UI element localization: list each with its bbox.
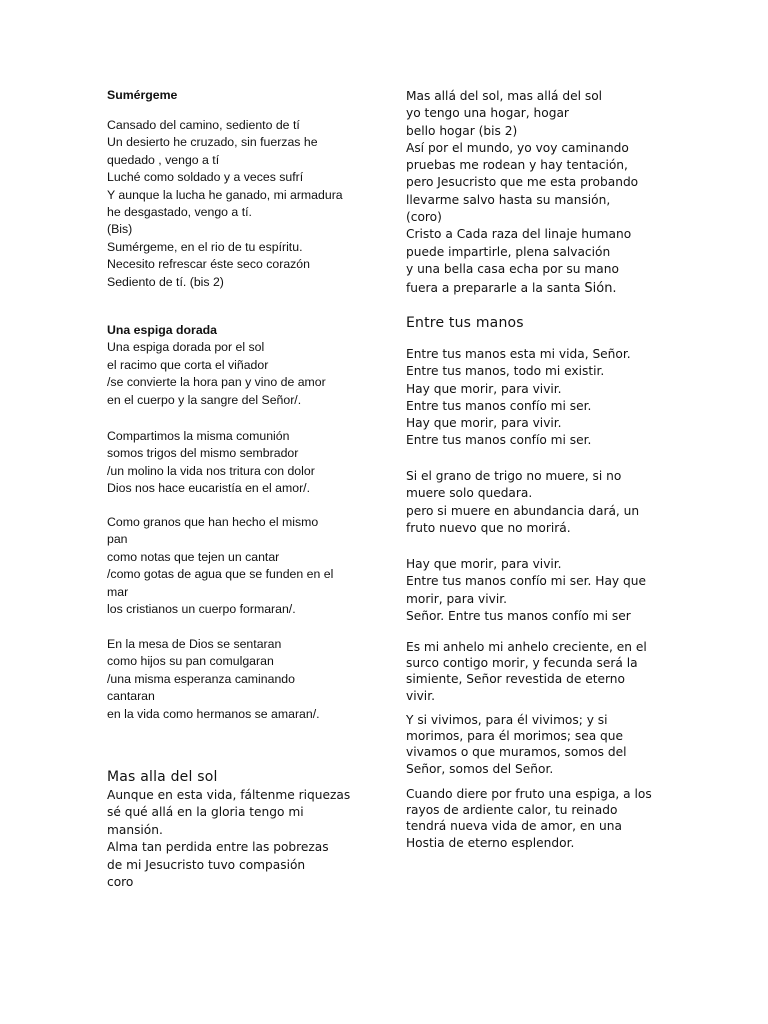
lyric-line: los cristianos un cuerpo formaran/. [107,601,296,616]
lyric-line: pero Jesucristo que me esta probando [406,175,639,190]
song-entre-tus-manos [406,312,668,334]
song-sumergeme-lyrics [107,117,369,291]
lyric-line: en la vida como hermanos se amaran/. [107,706,320,721]
stanza [406,346,668,450]
lyric-line: llevarme salvo hasta su mansión, [406,192,611,207]
lyric-line: pero si muere en abundancia dará, un [406,503,640,518]
stanza [406,556,668,625]
lyric-text: fuera a prepararle a la santa [406,281,585,296]
lyric-line: Cuando diere por fruto una espiga, a los [406,787,652,801]
lyric-line: Dios nos hace eucaristía en el amor/. [107,481,311,496]
lyric-line: Entre tus manos esta mi vida, Señor. [406,347,631,361]
song-mas-alla-lyrics [107,787,369,891]
lyric-line: morimos, para él morimos; sea que [406,729,624,744]
lyric-line: Entre tus manos confío mi ser. [406,398,592,413]
lyric-line: pan [107,532,128,547]
stanza [107,428,369,498]
lyric-line: Luché como soldado y a veces sufrí [107,170,304,185]
lyric-line: Aunque en esta vida, fáltenme riquezas [107,788,351,802]
lyric-line: (coro) [406,210,442,225]
lyric-line: Alma tan perdida entre las pobrezas [107,840,329,855]
lyric-line: Necesito refrescar éste seco corazón [107,257,310,272]
lyric-line: Un desierto he cruzado, sin fuerzas he [107,135,318,150]
lyric-line: fruto nuevo que no morirá. [406,520,571,535]
lyric-line: puede impartirle, plena salvación [406,244,611,259]
lyric-line: yo tengo una hogar, hogar [406,106,569,121]
lyric-line: Compartimos la misma comunión [107,429,290,443]
lyric-line: Señor, somos del Señor. [406,761,554,776]
lyric-line: Como granos que han hecho el mismo [107,515,319,529]
lyric-line: Mas allá del sol, mas allá del sol [406,89,603,103]
lyric-line [406,278,668,298]
lyric-line: Es mi anhelo mi anhelo creciente, en el [406,640,647,654]
song-title: Sumérgeme [107,88,178,102]
song-title: Entre tus manos [406,315,524,331]
lyric-line: el racimo que corta el viñador [107,357,269,372]
lyric-line: Cansado del camino, sediento de tí [107,118,300,132]
lyric-line: coro [107,874,134,889]
lyric-line: mansión. [107,822,163,837]
lyric-line: morir, para vivir. [406,591,508,606]
lyric-line: muere solo quedara. [406,486,533,501]
lyric-line: /una misma esperanza caminando [107,671,295,686]
lyric-line: y una bella casa echa por su mano [406,261,619,276]
lyric-line: mar [107,584,129,599]
lyric-line: /se convierte la hora pan y vino de amor [107,375,326,390]
lyric-line: como notas que tejen un cantar [107,549,280,564]
lyric-line: como hijos su pan comulgaran [107,654,274,669]
lyric-line: /como gotas de agua que se funden en el [107,567,334,582]
lyric-line: Hay que morir, para vivir. [406,416,562,431]
song-espiga [107,322,369,409]
song-title: Una espiga dorada [107,323,218,337]
song-title: Mas alla del sol [107,769,218,785]
lyric-line: somos trigos del mismo sembrador [107,446,299,461]
lyric-line: he desgastado, vengo a tí. [107,204,252,219]
lyric-line: sé qué allá en la gloria tengo mi [107,805,304,820]
lyric-line: Entre tus manos, todo mi existir. [406,364,605,379]
lyric-line: pruebas me rodean y hay tentación, [406,158,628,173]
lyric-line: En la mesa de Dios se sentaran [107,637,282,651]
lyric-line: Sediento de tí. (bis 2) [107,274,224,289]
lyric-line: rayos de ardiente calor, tu reinado [406,803,618,818]
lyric-line: Una espiga dorada por el sol [107,340,265,355]
lyric-line: tendrá nueva vida de amor, en una [406,819,622,834]
lyric-line: surco contigo morir, y fecunda será la [406,656,638,671]
lyric-line: (Bis) [107,222,133,237]
lyric-line: Si el grano de trigo no muere, si no [406,469,622,483]
lyric-line: Señor. Entre tus manos confío mi ser [406,608,631,623]
lyric-line: Cristo a Cada raza del linaje humano [406,227,632,242]
lyric-word-sion: Sión. [584,281,617,297]
stanza [107,636,369,723]
lyric-line: quedado , vengo a tí [107,152,220,167]
stanza [406,468,668,537]
lyric-line: Hay que morir, para vivir. [406,557,562,571]
lyric-line: de mi Jesucristo tuvo compasión [107,857,306,872]
stanza [406,712,668,777]
song-mas-alla [107,766,369,788]
lyric-line: Y si vivimos, para él vivimos; y si [406,713,608,727]
stanza [406,786,668,851]
lyric-line: vivir. [406,688,435,703]
lyric-line: bello hogar (bis 2) [406,123,518,138]
lyric-line: Entre tus manos confío mi ser. Hay que [406,574,646,589]
lyric-line: cantaran [107,689,155,704]
song-sumergeme [107,87,369,104]
lyric-line: vivamos o que muramos, somos del [406,745,627,760]
lyric-line: Y aunque la lucha he ganado, mi armadura [107,187,343,202]
stanza [406,639,668,704]
lyric-line: Hay que morir, para vivir. [406,381,562,396]
lyric-line: Así por el mundo, yo voy caminando [406,140,629,155]
lyric-line: Hostia de eterno esplendor. [406,835,575,850]
lyric-line: Entre tus manos confío mi ser. [406,433,592,448]
song-mas-alla-continued [406,88,668,298]
lyric-line: Sumérgeme, en el rio de tu espíritu. [107,239,303,254]
lyric-line: simiente, Señor revestida de eterno [406,672,625,687]
stanza [107,514,369,618]
lyric-line: en el cuerpo y la sangre del Señor/. [107,392,302,407]
lyric-line: /un molino la vida nos tritura con dolor [107,463,315,478]
